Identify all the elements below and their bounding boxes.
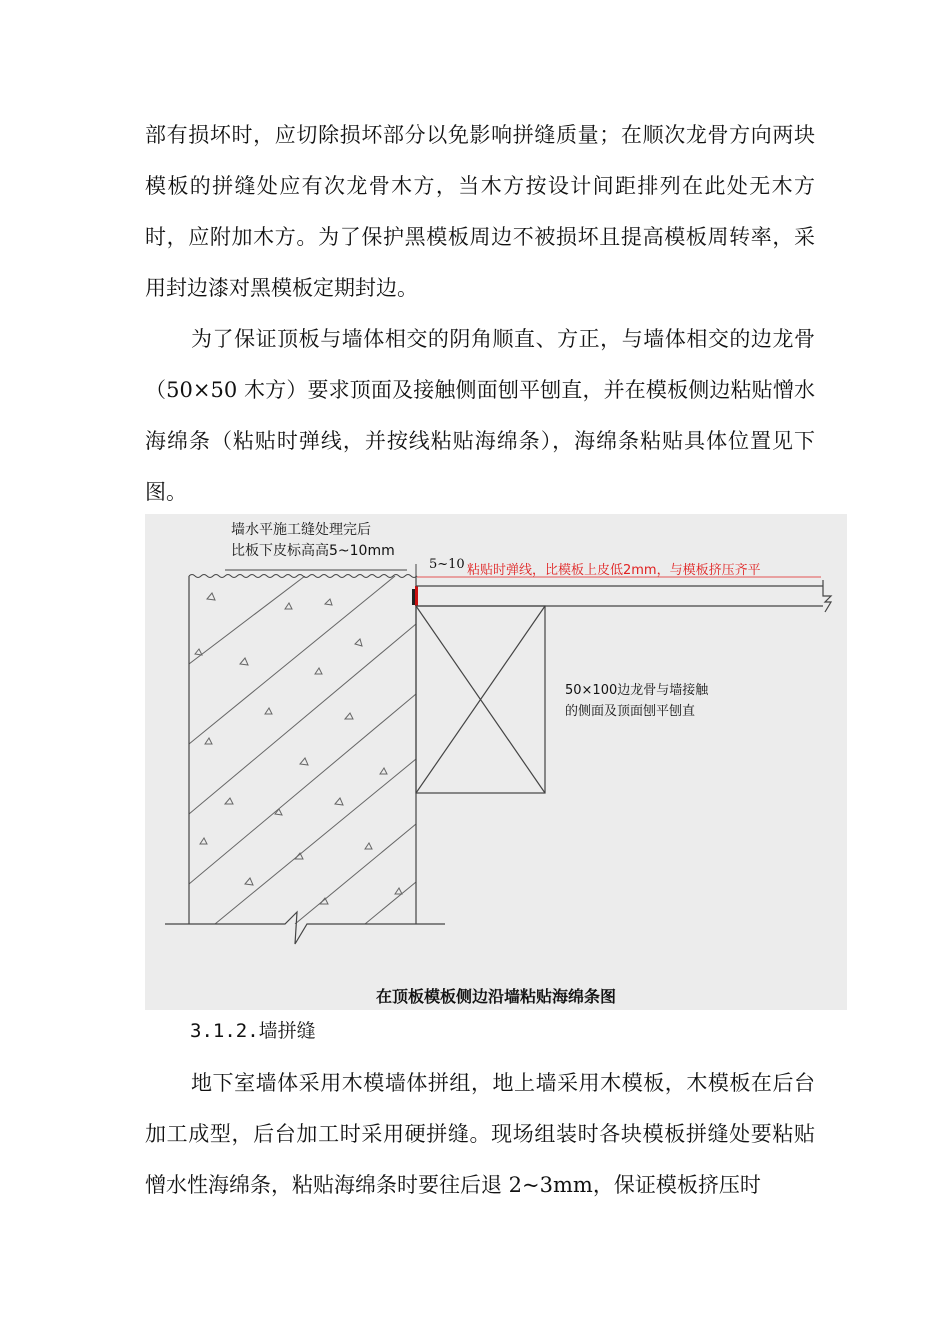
slab-formwork [416, 580, 831, 612]
red-annotation: 粘贴时弹线，比模板上皮低2mm，与模板挤压齐平 [467, 563, 761, 578]
sponge-strip-figure [145, 514, 847, 1010]
dimension-label: 5~10 [429, 557, 465, 572]
sponge-strip [415, 586, 418, 606]
concrete-wall [165, 575, 445, 945]
edge-keel [416, 606, 545, 793]
paragraph-3: 地下室墙体采用木模墙体拼组，地上墙采用木模板，木模板在后台加工成型，后台加工时采用硬拼缝。现场组装时各块模板拼缝处要粘贴憎水性海绵条，粘贴海绵条时要往后退 2~3mm，保证模板挤压时 [145, 1071, 815, 1197]
keel-label-line1: 50×100边龙骨与墙接触 [565, 683, 709, 698]
keel-label-line2: 的侧面及顶面刨平刨直 [565, 704, 696, 719]
wall-label-line2: 比板下皮标高高5~10mm [231, 543, 395, 559]
paragraph-1: 部有损坏时，应切除损坏部分以免影响拼缝质量；在顺次龙骨方向两块模板的拼缝处应有次龙骨木方，当木方按设计间距排列在此处无木方时，应附加木方。为了保护黑模板周边不被损坏且提高模板周转率，采用封边漆对黑模板定期封边。 [145, 123, 815, 300]
section-heading: 3.1.2.墙拼缝 [190, 1020, 316, 1042]
wall-label-line1: 墙水平施工缝处理完后 [231, 522, 371, 538]
figure-caption: 在顶板模板侧边沿墙粘贴海绵条图 [375, 987, 617, 1006]
paragraph-2: 为了保证顶板与墙体相交的阴角顺直、方正，与墙体相交的边龙骨（50×50 木方）要求顶面及接触侧面刨平刨直，并在模板侧边粘贴憎水海绵条（粘贴时弹线，并按线粘贴海绵条），海绵条粘贴具体位置见下图。 [145, 327, 815, 504]
